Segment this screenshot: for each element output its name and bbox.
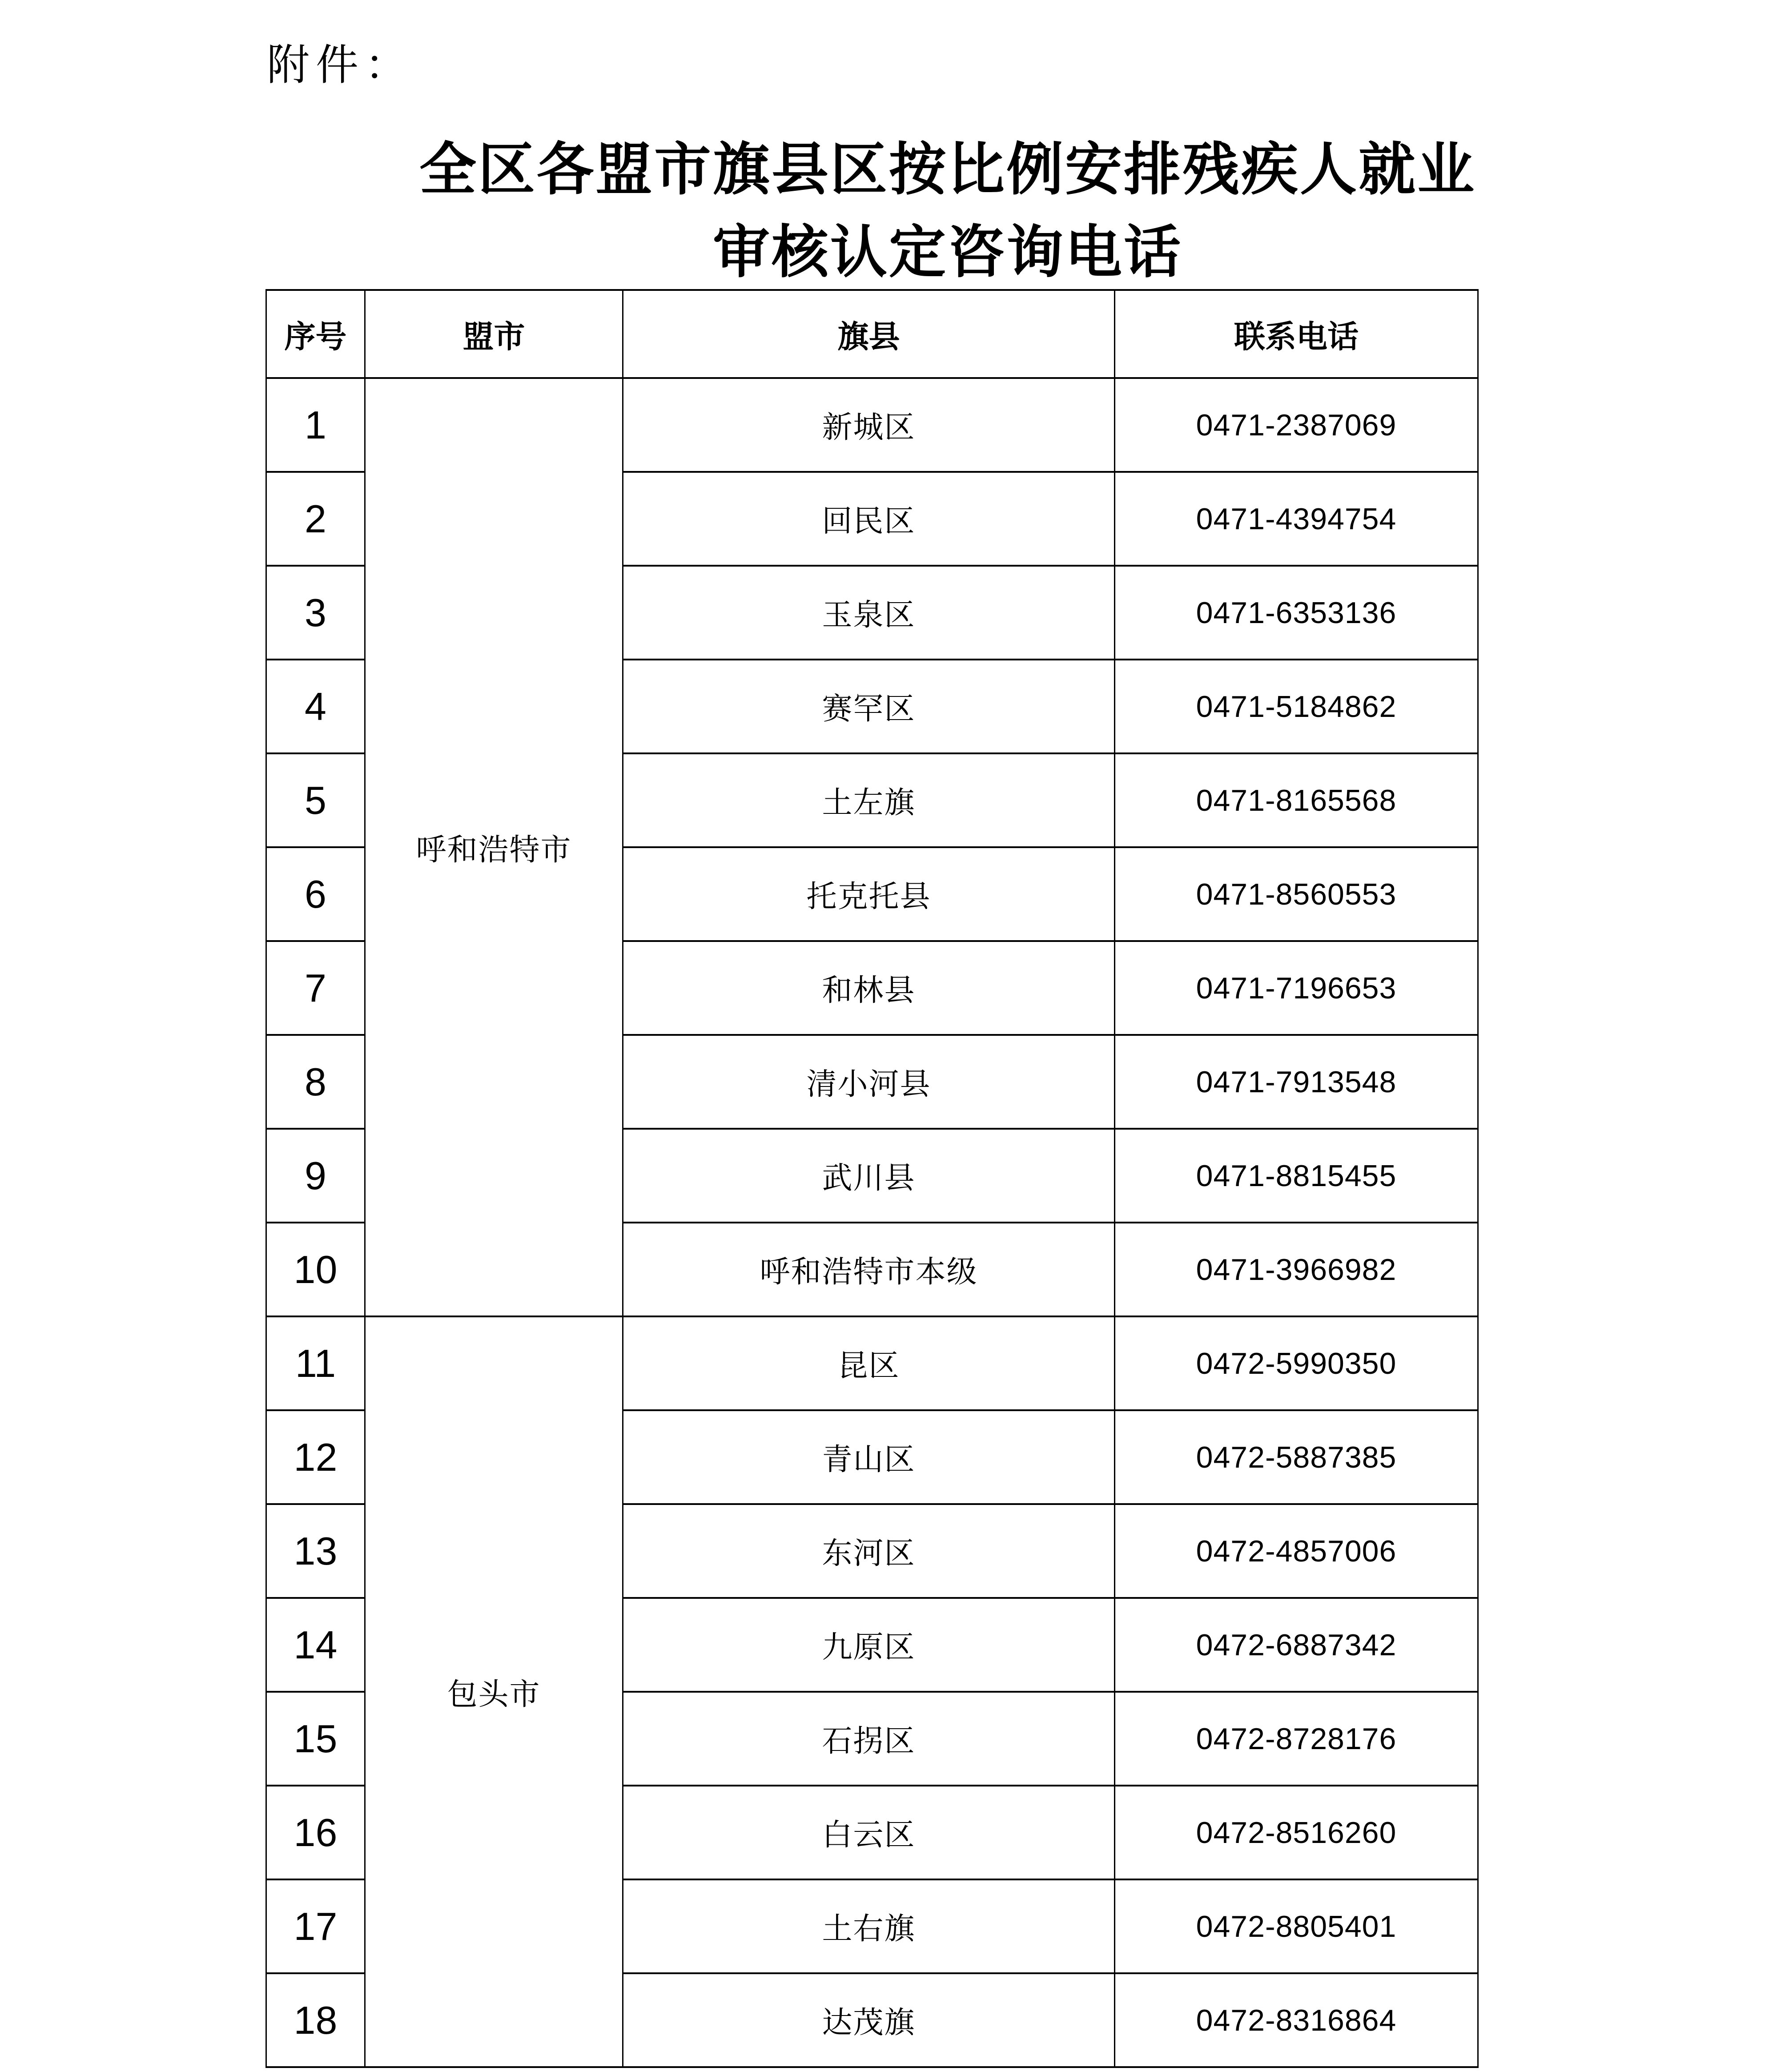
county-cell: 呼和浩特市本级 [623, 1223, 1115, 1316]
phone-cell: 0471-3966982 [1115, 1223, 1478, 1316]
row-number-cell: 1 [266, 378, 365, 472]
row-number-cell: 10 [266, 1223, 365, 1316]
phone-cell: 0472-5887385 [1115, 1410, 1478, 1504]
row-number-cell: 2 [266, 472, 365, 566]
doc-title [267, 128, 1628, 294]
county-cell: 玉泉区 [623, 566, 1115, 660]
county-cell: 赛罕区 [623, 660, 1115, 753]
row-number-cell: 16 [266, 1786, 365, 1879]
phone-cell: 0472-6887342 [1115, 1598, 1478, 1692]
county-cell: 回民区 [623, 472, 1115, 566]
doc-title-line2: 审核认定咨询电话 [712, 219, 1182, 286]
county-cell: 石拐区 [623, 1692, 1115, 1786]
city-cell: 呼和浩特市 [365, 378, 623, 1316]
row-number-cell: 6 [266, 847, 365, 941]
county-cell: 武川县 [623, 1129, 1115, 1223]
county-cell: 新城区 [623, 378, 1115, 472]
phone-cell: 0472-8805401 [1115, 1879, 1478, 1973]
row-number-cell: 14 [266, 1598, 365, 1692]
county-cell: 土左旗 [623, 753, 1115, 847]
phone-cell: 0471-6353136 [1115, 566, 1478, 660]
county-cell: 托克托县 [623, 847, 1115, 941]
phone-cell: 0471-8815455 [1115, 1129, 1478, 1223]
phone-cell: 0471-8560553 [1115, 847, 1478, 941]
row-number-cell: 9 [266, 1129, 365, 1223]
phone-cell: 0472-8728176 [1115, 1692, 1478, 1786]
column-header-number: 序号 [266, 290, 365, 378]
row-number-cell: 17 [266, 1879, 365, 1973]
phone-cell: 0472-8316864 [1115, 1973, 1478, 2067]
county-cell: 青山区 [623, 1410, 1115, 1504]
doc-title-line1: 全区各盟市旗县区按比例安排残疾人就业 [419, 136, 1476, 203]
county-cell: 和林县 [623, 941, 1115, 1035]
column-header-city: 盟市 [365, 290, 623, 378]
row-number-cell: 11 [266, 1316, 365, 1410]
row-number-cell: 13 [266, 1504, 365, 1598]
column-header-county: 旗县 [623, 290, 1115, 378]
county-cell: 白云区 [623, 1786, 1115, 1879]
county-cell: 九原区 [623, 1598, 1115, 1692]
row-number-cell: 12 [266, 1410, 365, 1504]
phone-cell: 0472-4857006 [1115, 1504, 1478, 1598]
table-row [266, 1316, 1478, 1410]
phone-cell: 0471-7913548 [1115, 1035, 1478, 1129]
phone-cell: 0471-2387069 [1115, 378, 1478, 472]
phone-cell: 0471-4394754 [1115, 472, 1478, 566]
county-cell: 达茂旗 [623, 1973, 1115, 2067]
phone-cell: 0471-7196653 [1115, 941, 1478, 1035]
column-header-phone: 联系电话 [1115, 290, 1478, 378]
table-row [266, 378, 1478, 472]
phone-cell: 0472-8516260 [1115, 1786, 1478, 1879]
row-number-cell: 8 [266, 1035, 365, 1129]
phone-cell: 0471-5184862 [1115, 660, 1478, 753]
row-number-cell: 3 [266, 566, 365, 660]
phone-cell: 0472-5990350 [1115, 1316, 1478, 1410]
table-header-row [266, 290, 1478, 378]
attachment-label: 附件： [267, 40, 414, 90]
row-number-cell: 18 [266, 1973, 365, 2067]
row-number-cell: 7 [266, 941, 365, 1035]
row-number-cell: 15 [266, 1692, 365, 1786]
county-cell: 昆区 [623, 1316, 1115, 1410]
county-cell: 土右旗 [623, 1879, 1115, 1973]
city-cell: 包头市 [365, 1316, 623, 2067]
row-number-cell: 4 [266, 660, 365, 753]
phone-cell: 0471-8165568 [1115, 753, 1478, 847]
county-cell: 清小河县 [623, 1035, 1115, 1129]
county-cell: 东河区 [623, 1504, 1115, 1598]
row-number-cell: 5 [266, 753, 365, 847]
contacts-table [265, 289, 1479, 2068]
